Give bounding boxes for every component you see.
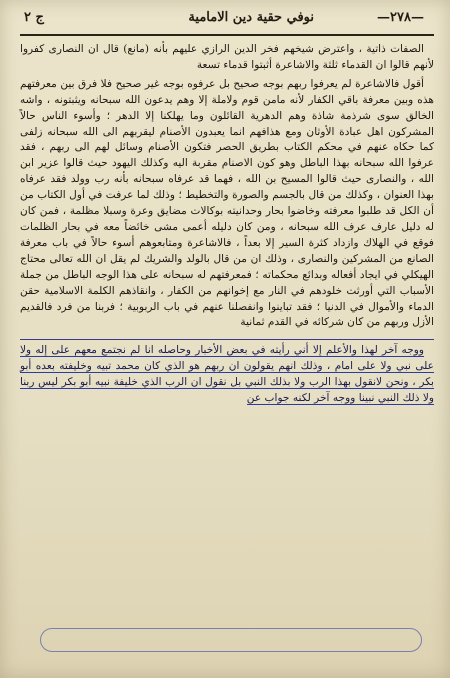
header-rule — [20, 34, 434, 36]
underlined-text: ووجه آخر لهذا والأعلم إلا أني رأيته في بعض الأخبار وحاصله انا لم نجتمع معهم على إله ولا على نبي ولا على امام ، وذلك انهم يقولون ان ربهم هو الذي كان محمد تبيه وخليفته بعده أبو بكر ، ونحن لانقول بهذا الرب ولا بذلك النبي بل نقول ان الرب الذي خليفة نبيه أبو بكر ليس ربنا ولا ذلك النبي نبينا ووجه آخر لكنه جواب عن — [20, 344, 434, 405]
paragraph-1: الصفات ذاتية ، واعترض شيخهم فخر الدين الرازي عليهم بأنه (مانع) قال ان النصارى كفروا لأنهم قالوا ان القدماء ثلثة والاشاعرة أثبتوا قدماء تسعة — [20, 43, 434, 71]
book-title: نوفي حقية دين الامامية — [188, 10, 314, 25]
paragraph-2: أقول فالاشاعرة لم يعرفوا ربهم بوجه صحيح بل عرفوه بوجه غير صحيح فلا فرق بين معرفتهم هذه وبين معرفة باقي الكفار لأنه مامن قوم ولاملة إلا وهم يدعون الله سبحانه ويثبتونه ، واشه الخالق سوى شرذمة شاذة وهم الدهرية القائلون وما يهلكنا إلا الدهر ؛ وأسوء الناس حالاً المشركون اهل عبادة الأوثان ومع هذافهم انما يعبدون الأصنام ليقربهم الى الله سبحانه زلفى كما حكاه عنهم في محكم الكتاب بطريق الحصر فتكون الأصنام وسائل لهم الى ربهم ، فقد عرفوا الله سبحانه بهذا الباطل وهو كون الاصنام مقربة اليه وكذلك اليهود حيث قالوا عزير ابن الله ، والنصارى حيث قالوا المسيح بن الله ، فهما قد عرفاه سبحانه بأنه رب وولد فقد عرفاه بهذا العنوان ، وكذلك من قال بالجسم والصورة والتخطيط ؛ وذلك لما عرفت في أول الكتاب من أن الكل قد طلبوا معرفته وخاضوا بحار وحدانيته بوكالات مضايق وعرة وسبلا مظلمة ، فمن كان له دليل عارف عرف الله سبحانه ، ومن كان دليله أعمى مشى خائضاً معه في بحار الظلمات فوقع في الهلاك وازداد كثرة السير إلا بعداً ، فالاشاعرة ومتابعوهم أسوء حالاً في باب معرفة الصانع من المشركين والنصارى ، وذلك ان من قال بالولد والشريك لم يقل ان الله تعالى محتاج الهيكلي في ايجاد أفعاله وبدائع محكماته ؛ فمعرفتهم له سبحانه على هذا الوجه الباطل من جملة الأسباب التي أورثت خلودهم في النار مع إخوانهم من الكفار ، وانقاذهم الكلمة الاسلامية حقن الدماء والأموال في الدنيا ؛ فقد تباينوا وانفصلنا عنهم في باب الربوبية ؛ فربنا من فرد فالقديم الأزل وربهم من كان شركائه في القدم ثمانية — [20, 77, 434, 329]
page-number: —٢٧٨— — [377, 10, 424, 25]
page-body — [20, 42, 434, 666]
running-header — [24, 10, 432, 34]
volume-label: ج ٢ — [24, 10, 44, 25]
underlined-paragraph — [20, 339, 434, 407]
